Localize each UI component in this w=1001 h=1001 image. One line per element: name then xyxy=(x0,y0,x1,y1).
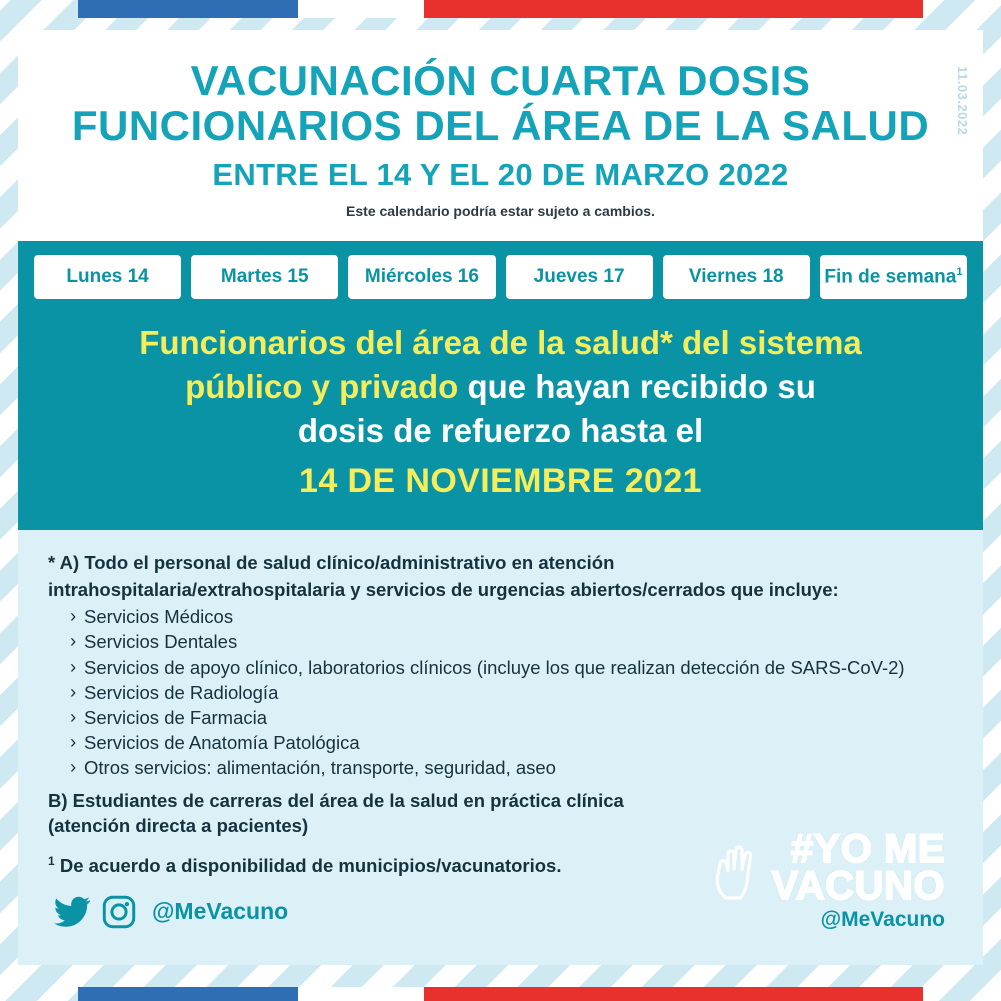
eligibility-message xyxy=(34,321,967,504)
bottom-flag-bar xyxy=(78,987,923,1001)
message-line-3 xyxy=(34,409,967,453)
yomevacuno-logo xyxy=(712,826,945,935)
day-chip-label: Viernes 18 xyxy=(688,265,784,287)
list-item: › Servicios de Farmacia xyxy=(70,705,953,730)
footnote-b-line1: B) Estudiantes de carreras del área de la salud en práctica clínica xyxy=(48,790,624,812)
services-list xyxy=(48,604,953,780)
day-chip-label: Miércoles 16 xyxy=(364,265,479,287)
flag-stripe-white-bottom xyxy=(298,987,425,1001)
calendar-note: Este calendario podría estar sujeto a cambios. xyxy=(346,202,655,219)
footnote-b-line2: (atención directa a pacientes) xyxy=(48,815,309,837)
social-row xyxy=(52,895,288,929)
list-item: › Otros servicios: alimentación, transporte, seguridad, aseo xyxy=(70,755,953,780)
page-title-line1: VACUNACIÓN CUARTA DOSIS xyxy=(190,57,811,104)
flag-stripe-white xyxy=(298,0,425,18)
schedule-band xyxy=(18,241,983,530)
day-chip-list xyxy=(34,255,967,299)
day-chip-fin-de-semana[interactable] xyxy=(820,255,967,299)
poster-card xyxy=(18,30,983,965)
message-line-2 xyxy=(34,365,967,409)
day-chip-label: Martes 15 xyxy=(220,265,309,287)
cutoff-date: 14 DE NOVIEMBRE 2021 xyxy=(299,461,702,500)
list-item: › Servicios de Anatomía Patológica xyxy=(70,730,953,755)
logo-line-2: VACUNO xyxy=(771,863,945,908)
day-chip-lunes[interactable] xyxy=(34,255,181,299)
list-item: › Servicios Dentales xyxy=(70,629,953,654)
list-item: › Servicios de Radiología xyxy=(70,680,953,705)
social-handle[interactable]: @MeVacuno xyxy=(152,898,289,925)
footnote-a-line1: * A) Todo el personal de salud clínico/administrativo en atención xyxy=(48,551,615,573)
message-text-3: que hayan recibido su xyxy=(458,367,816,405)
day-chip-jueves[interactable] xyxy=(506,255,653,299)
logo-text xyxy=(771,826,945,908)
top-flag-bar xyxy=(78,0,923,18)
day-chip-miercoles[interactable] xyxy=(348,255,495,299)
day-chip-label: Jueves 17 xyxy=(533,265,625,287)
flag-stripe-red-bottom xyxy=(424,987,923,1001)
victory-hand-icon xyxy=(712,844,764,902)
logo-row xyxy=(712,826,945,908)
message-highlight-1: Funcionarios del área de la salud* del sistema xyxy=(139,324,862,362)
date-stamp: 11.03.2022 xyxy=(955,66,970,136)
day-chip-martes[interactable] xyxy=(191,255,338,299)
page-subtitle: ENTRE EL 14 Y EL 20 DE MARZO 2022 xyxy=(212,156,789,192)
flag-stripe-blue xyxy=(78,0,298,18)
logo-line-1: #YO ME xyxy=(790,826,945,871)
message-text-4: dosis de refuerzo hasta el xyxy=(297,411,704,449)
flag-stripe-blue-bottom xyxy=(78,987,298,1001)
list-item: › Servicios Médicos xyxy=(70,604,953,629)
poster-header xyxy=(18,30,983,229)
list-item: › Servicios de apoyo clínico, laboratorios clínicos (incluye los que realizan detección de SARS-CoV-2) xyxy=(70,655,953,680)
twitter-icon[interactable] xyxy=(52,896,90,928)
message-line-1 xyxy=(34,321,967,365)
message-highlight-2: público y privado xyxy=(185,367,459,405)
footnotes-section xyxy=(18,530,983,965)
instagram-icon[interactable] xyxy=(102,895,136,929)
flag-stripe-red xyxy=(424,0,923,18)
day-chip-footnote-marker: 1 xyxy=(956,265,963,278)
page-title-line2: FUNCIONARIOS DEL ÁREA DE LA SALUD xyxy=(71,102,930,150)
footnote-a-line2: intrahospitalaria/extrahospitalaria y servicios de urgencias abiertos/cerrados que incluye: xyxy=(48,579,839,601)
footnote-c-marker: 1 xyxy=(48,853,55,868)
day-chip-viernes[interactable] xyxy=(663,255,810,299)
day-chip-label: Fin de semana xyxy=(824,266,957,288)
footnote-c-text: De acuerdo a disponibilidad de municipios/vacunatorios. xyxy=(54,854,562,876)
logo-handle: @MeVacuno xyxy=(820,908,945,932)
day-chip-label: Lunes 14 xyxy=(66,265,149,287)
